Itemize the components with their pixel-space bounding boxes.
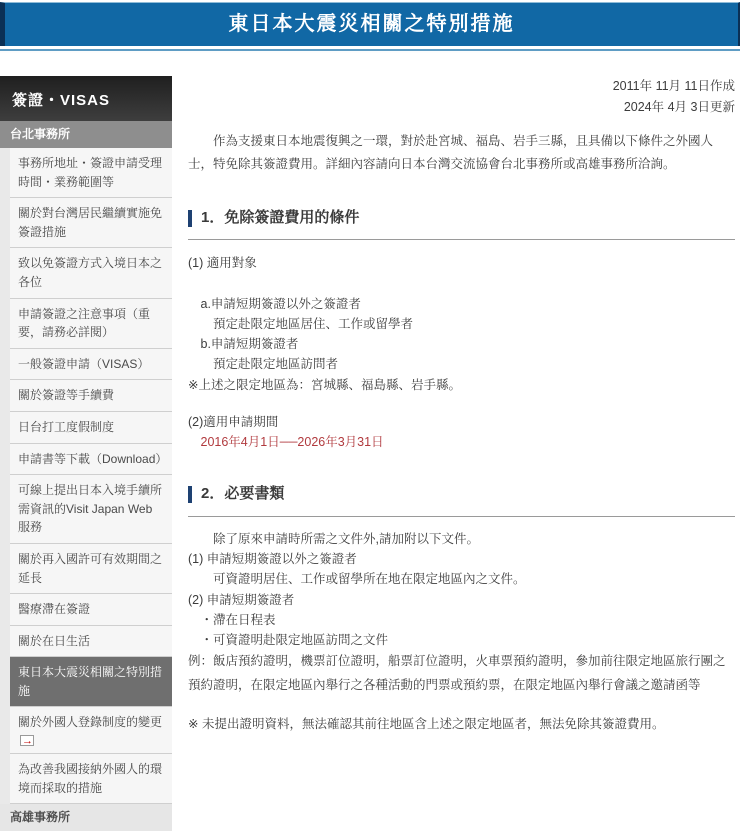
sidebar-menu bbox=[0, 148, 172, 804]
sidebar-item[interactable] bbox=[10, 626, 172, 658]
sidebar-item[interactable] bbox=[10, 412, 172, 444]
page bbox=[0, 2, 740, 825]
s1-item-b-line2: 預定赴限定地區訪問者 bbox=[213, 357, 339, 372]
s1-limited-area-note: ※上述之限定地區為：宮城縣、福島縣、岩手縣。 bbox=[188, 377, 461, 392]
s2-item1-label: (1) 申請短期簽證以外之簽證者 bbox=[188, 552, 357, 567]
s2-bullet-schedule: ・滯在日程表 bbox=[200, 612, 276, 627]
intro-paragraph: 作為支援東日本地震復興之一環，對於赴宮城、福島、岩手三縣，且具備以下條件之外國人士，特免除其簽證費用。詳細內容請向日本台灣交流協會台北事務所或高雄事務所洽詢。 bbox=[188, 133, 714, 171]
s1-item-a-line1: a.申請短期簽證以外之簽證者 bbox=[200, 296, 361, 311]
s1-item-b-line1: b.申請短期簽證者 bbox=[200, 337, 299, 352]
sidebar-item[interactable] bbox=[10, 299, 172, 349]
s1-application-period-value: 2016年4月1日──2026年3月31日 bbox=[200, 435, 384, 450]
sidebar-item-label: 關於在日生活 bbox=[18, 633, 91, 648]
sidebar bbox=[0, 76, 172, 831]
sidebar-item-label: 事務所地址・簽證申請受理時間・業務範圍等 bbox=[18, 156, 163, 189]
s1-item-a-line2: 預定赴限定地區居住、工作或留學者 bbox=[213, 316, 414, 331]
sidebar-item[interactable] bbox=[10, 707, 172, 754]
main-content bbox=[172, 76, 740, 831]
sidebar-item-label: 為改善我國接納外國人的環境而採取的措施 bbox=[18, 762, 163, 795]
s2-item1-desc: 可資證明居住、工作或留學所在地在限定地區內之文件。 bbox=[213, 572, 526, 587]
sidebar-item[interactable] bbox=[10, 198, 172, 248]
layout bbox=[0, 54, 740, 831]
sidebar-item[interactable] bbox=[10, 248, 172, 298]
section2-heading bbox=[188, 482, 735, 517]
sidebar-item[interactable] bbox=[10, 380, 172, 412]
sidebar-section-kaohsiung[interactable]: 高雄事務所 bbox=[0, 804, 172, 831]
sidebar-item-label: 關於外國人登錄制度的變更 bbox=[18, 715, 163, 730]
sidebar-item-label: 東日本大震災相關之特別措施 bbox=[18, 665, 163, 698]
sidebar-item-label: 日台打工度假制度 bbox=[18, 419, 115, 434]
heading-accent-bar bbox=[188, 210, 192, 227]
s2-warning-note: ※ 未提出證明資料，無法確認其前往地區含上述之限定地區者，無法免除其簽證費用。 bbox=[188, 716, 665, 731]
sidebar-item-label: 關於再入國許可有效期間之延長 bbox=[18, 551, 163, 585]
section1-heading-label: 1．免除簽證費用的條件 bbox=[201, 208, 360, 226]
sidebar-item[interactable] bbox=[10, 544, 172, 594]
s2-intro: 除了原來申請時所需之文件外,請加附以下文件。 bbox=[213, 531, 479, 546]
external-link-icon bbox=[20, 735, 34, 746]
s1-application-period-label: (2)適用申請期間 bbox=[188, 414, 279, 429]
sidebar-header: 簽證・VISAS bbox=[0, 76, 172, 121]
sidebar-item-label: 關於簽證等手續費 bbox=[18, 388, 115, 403]
s1-applicable-targets-label: (1) 適用對象 bbox=[188, 256, 257, 271]
dates-block bbox=[188, 76, 735, 119]
section1-heading bbox=[188, 206, 735, 241]
heading-accent-bar bbox=[188, 486, 192, 503]
sidebar-item[interactable] bbox=[10, 475, 172, 544]
sidebar-item-label: 醫療滯在簽證 bbox=[18, 602, 91, 617]
s2-item2-label: (2) 申請短期簽證者 bbox=[188, 592, 295, 607]
s2-example-paragraph: 例：飯店預約證明，機票訂位證明，船票訂位證明，火車票預約證明，參加前往限定地區旅行團之預約證明，在限定地區內舉行之各種活動的門票或預約票，在限定地區內舉行會議之邀請函等 bbox=[188, 654, 726, 693]
sidebar-item-label: 申請書等下載（Download） bbox=[18, 451, 168, 466]
sidebar-item-label: 關於對台灣居民繼續實施免簽證措施 bbox=[18, 206, 163, 239]
sidebar-item-label: 一般簽證申請（VISAS） bbox=[18, 356, 150, 371]
updated-date: 2024年 4月 3日更新 bbox=[623, 100, 735, 115]
sidebar-item[interactable] bbox=[10, 754, 172, 804]
section2-heading-label: 2．必要書類 bbox=[201, 485, 285, 503]
page-title: 東日本大震災相關之特別措施 bbox=[228, 13, 515, 35]
sidebar-item-label: 致以免簽證方式入境日本之各位 bbox=[18, 256, 163, 289]
sidebar-item[interactable] bbox=[10, 148, 172, 198]
sidebar-item-label: 可線上提出日本入境手續所需資訊的Visit Japan Web服務 bbox=[18, 483, 163, 535]
s2-bullet-proof-document: ・可資證明赴限定地區訪問之文件 bbox=[200, 633, 389, 648]
created-date: 2011年 11月 11日作成 bbox=[612, 79, 735, 93]
sidebar-item[interactable] bbox=[10, 657, 172, 707]
sidebar-item[interactable] bbox=[10, 349, 172, 381]
sidebar-section-taipei[interactable]: 台北事務所 bbox=[0, 121, 172, 148]
sidebar-item-label: 申請簽證之注意事項（重要，請務必詳閱） bbox=[18, 306, 151, 340]
sidebar-item[interactable] bbox=[10, 594, 172, 626]
page-title-banner bbox=[0, 2, 740, 46]
sidebar-item[interactable] bbox=[10, 444, 172, 476]
